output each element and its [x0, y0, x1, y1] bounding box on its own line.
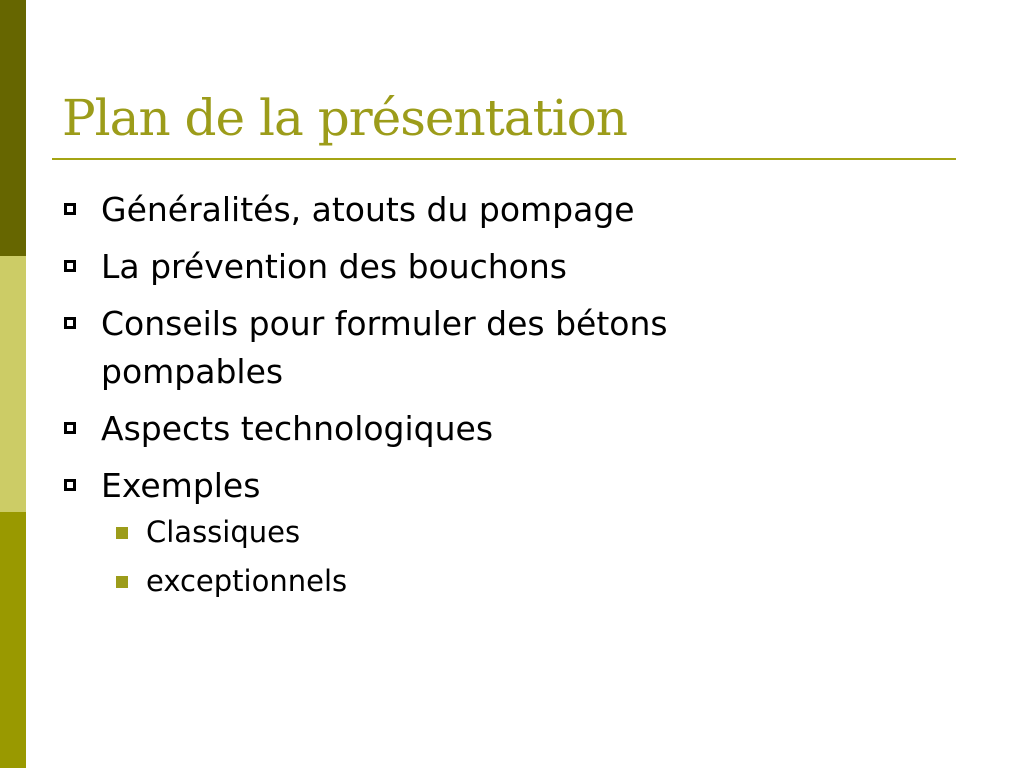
bullet-item — [0, 300, 1024, 396]
bullet-item — [0, 405, 1024, 453]
bullet-item-text: Exemples — [101, 466, 261, 505]
bullet-item-text: Aspects technologiques — [101, 409, 494, 448]
hollow-square-bullet-icon — [64, 260, 76, 272]
hollow-square-bullet-icon — [64, 203, 76, 215]
hollow-square-bullet-icon — [64, 479, 76, 491]
sub-bullet-item — [101, 512, 984, 552]
sub-bullet-list — [101, 512, 984, 601]
hollow-square-bullet-icon — [64, 317, 76, 329]
sub-bullet-item-text: exceptionnels — [146, 564, 348, 598]
bullet-item-text: Généralités, atouts du pompage — [101, 190, 635, 229]
filled-square-bullet-icon — [116, 576, 128, 588]
bullet-item — [0, 462, 1024, 601]
bullet-item — [0, 186, 1024, 234]
sub-bullet-item — [101, 561, 984, 601]
bullet-list — [0, 186, 1024, 610]
filled-square-bullet-icon — [116, 527, 128, 539]
hollow-square-bullet-icon — [64, 422, 76, 434]
title-underline-rule — [52, 158, 956, 160]
bullet-item-text: Conseils pour formuler des bétons pompables — [101, 304, 668, 391]
slide-title: Plan de la présentation — [62, 89, 627, 147]
sub-bullet-item-text: Classiques — [146, 515, 301, 549]
bullet-item-text: La prévention des bouchons — [101, 247, 567, 286]
bullet-item — [0, 243, 1024, 291]
